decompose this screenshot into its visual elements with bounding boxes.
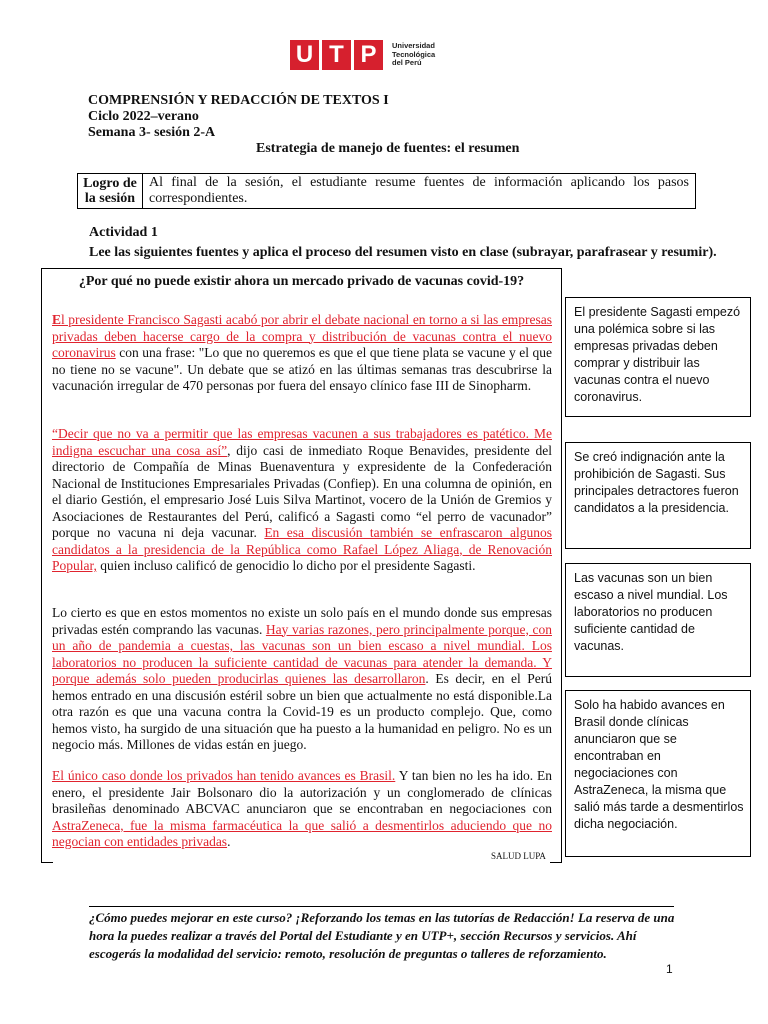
- logo-institution-name: Universidad Tecnológica del Perú: [392, 41, 436, 68]
- logo-letter-p: P: [354, 40, 383, 70]
- course-header: [88, 93, 389, 141]
- summary-box-4: Solo ha habido avances en Brasil donde clínicas anunciaron que se encontraban en negociaciones con AstraZeneca, la misma que salió más tarde a desmentirlos dicha negociación.: [565, 690, 751, 857]
- logro-table: [77, 173, 696, 209]
- page-subtitle: Estrategia de manejo de fuentes: el resumen: [256, 141, 520, 156]
- summary-box-2: Se creó indignación ante la prohibición de Sagasti. Sus principales detractores fueron candidatos a la presidencia.: [565, 442, 751, 549]
- logro-label: Logro de la sesión: [78, 174, 143, 208]
- drop-cap: E: [52, 312, 62, 327]
- underlined-text: AstraZeneca, fue la misma farmacéutica la que salió a desmentirlos aduciendo que no negocian con entidades privadas: [52, 817, 552, 849]
- footer-divider: [89, 906, 674, 907]
- summary-box-3: Las vacunas son un bien escaso a nivel mundial. Los laboratorios no producen suficiente cantidad de vacunas.: [565, 563, 751, 677]
- footer-note: ¿Cómo puedes mejorar en este curso? ¡Reforzando los temas en las tutorías de Redacción! La reserva de una hora la puedes realizar a través del Portal del Estudiante y en UTP+, sección Recursos y servicios. Ahí escogerás la modalidad del servicio: remoto, resolución de preguntas o talleres de reforzamiento.: [89, 910, 675, 961]
- course-session: Semana 3- sesión 2-A: [88, 125, 216, 140]
- summary-box-1: El presidente Sagasti empezó una polémica sobre si las empresas privadas deben comprar y distribuir las vacunas contra el nuevo coronavirus.: [565, 297, 751, 417]
- logo-letter-u: U: [290, 40, 319, 70]
- utp-logo: [290, 40, 435, 70]
- article-title: ¿Por qué no puede existir ahora un mercado privado de vacunas covid-19?: [78, 274, 525, 289]
- activity-instruction: Lee las siguientes fuentes y aplica el proceso del resumen visto en clase (subrayar, parafrasear y resumir).: [89, 245, 717, 260]
- logro-text: Al final de la sesión, el estudiante resume fuentes de información aplicando los pasos correspondientes.: [149, 175, 689, 206]
- logo-letter-t: T: [322, 40, 351, 70]
- article-paragraph-2: “Decir que no va a permitir que las empresas vacunen a sus trabajadores es patético. Me indigna escuchar una cosa así”, dijo casi de inmediato Roque Benavides, presidente del directorio de Compañía de Minas Buenaventura y expresidente de la Confederación Nacional de Instituciones Empresariales Privadas (Confiep). En una columna de opinión, en el diario Gestión, el empresario José Luis Silva Martinot, vocero de la Unión de Gremios y Asociaciones de Restaurantes del Perú, calificó a Sagasti como “el perro de vacunador” porque no vacuna ni deja vacunar. En esa discusión también se enfrascaron algunos candidatos a la presidencia de la República como Rafael López Aliaga, de Renovación Popular, quien incluso calificó de genocidio lo dicho por el presidente Sagasti.: [52, 426, 553, 573]
- course-title: COMPRENSIÓN Y REDACCIÓN DE TEXTOS I: [88, 93, 389, 108]
- article-paragraph-3: Lo cierto es que en estos momentos no existe un solo país en el mundo donde sus empresas privadas estén comprando las vacunas. Hay varias razones, pero principalmente porque, con un año de pandemia a cuestas, las vacunas son un bien escaso a nivel mundial. Los laboratorios no producen la suficiente cantidad de vacunas para atender la demanda. Y porque además solo pueden producirlas quienes las desarrollaron. Es decir, en el Perú hemos entrado en una discusión estéril sobre un bien que actualmente no está disponible.La otra razón es que una vacuna contra la Covid-19 es un producto complejo. Que, como hemos visto, ha surgido de una situación que ha puesto a la humanidad en peligro. No es un negocio más. Millones de vidas están en juego.: [52, 605, 553, 752]
- underlined-text: El único caso donde los privados han tenido avances es Brasil.: [52, 768, 396, 783]
- article-source: SALUD LUPA: [491, 851, 546, 861]
- underlined-text: l presidente Francisco Sagasti acabó por abrir el debate nacional en torno a si las empresas privadas deben hacerse cargo de la compra y distribución de vacunas contra el nuevo coronavirus: [52, 312, 552, 360]
- page-number: 1: [666, 962, 673, 976]
- activity-title: Actividad 1: [89, 225, 158, 240]
- underlined-text: Hay varias razones, pero principalmente porque, con un año de pandemia a cuestas, las vacunas son un bien escaso a nivel mundial. Los laboratorios no producen la suficiente cantidad de vacunas para atender la demanda. Y porque además solo pueden producirlas quienes las desarrollaron: [52, 621, 552, 686]
- article-paragraph-1: El presidente Francisco Sagasti acabó por abrir el debate nacional en torno a si las empresas privadas deben hacerse cargo de la compra y distribución de vacunas contra el nuevo coronavirus con una frase: "Lo que no queremos es que el que tiene plata se vacune y el que no tiene no se vacune". Un debate que se atizó en las últimas semanas tras descubrirse la vacunación irregular de 470 personas por fuera del ensayo clínico fase III de Sinopharm.: [52, 312, 552, 393]
- underlined-text: “Decir que no va a permitir que las empresas vacunen a sus trabajadores es patético. Me indigna escuchar una cosa así”: [52, 426, 552, 458]
- article-paragraph-4: El único caso donde los privados han tenido avances es Brasil. Y tan bien no les ha ido. En enero, el presidente Jair Bolsonaro dio la autorización y un conglomerado de clínicas brasileñas denominado ABCVAC anunciaron que se encontraban en negociaciones con AstraZeneca, fue la misma farmacéutica la que salió a desmentirlos aduciendo que no negocian con entidades privadas.: [52, 768, 553, 849]
- underlined-text: En esa discusión también se enfrascaron algunos candidatos a la presidencia de la República como Rafael López Aliaga, de Renovación Popular,: [52, 525, 552, 573]
- course-cycle: Ciclo 2022–verano: [88, 109, 199, 124]
